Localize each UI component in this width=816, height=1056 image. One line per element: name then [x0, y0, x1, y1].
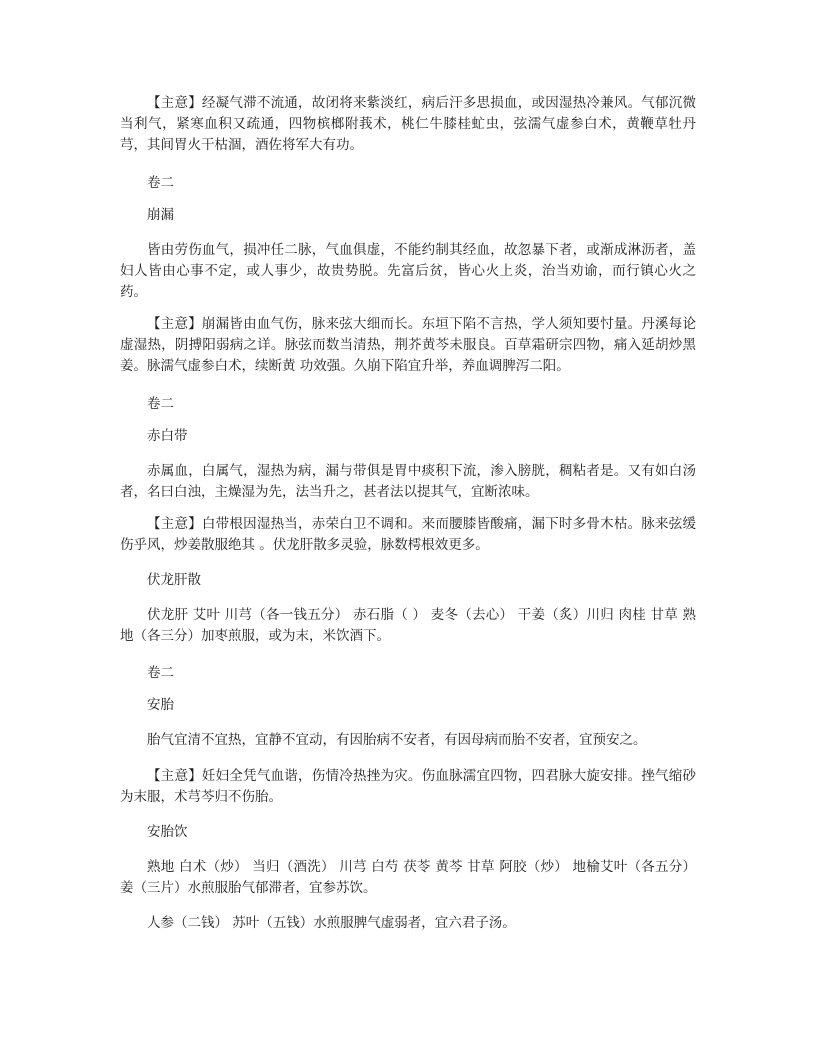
paragraph-antaiyin-addendum: 人参（二钱） 苏叶（五钱）水煎服脾气虚弱者，宜六君子汤。 — [147, 915, 516, 931]
paragraph-antaiyin-recipe: 熟地 白术（炒） 当归（酒洗） 川芎 白芍 茯苓 黄芩 甘草 阿胶（炒） 地榆艾叶（各五分） 姜（三片）水煎服胎气郁滞者，宜参苏饮。 — [120, 859, 696, 896]
volume-heading: 卷二 — [147, 665, 174, 681]
volume-heading: 卷二 — [147, 175, 174, 191]
paragraph-amenorrhea-verse: 【主意】经凝气滞不流通，故闭将来紫淡红，病后汗多思损血，或因湿热冷兼风。气郁沉微当利气，紧寒血积又疏通，四物槟榔附莪术，桃仁牛膝桂虻虫，弦濡气虚参白术，黄鞭草牡丹芎，其间胃火干枯涸，酒佐将军大有功。 — [120, 95, 696, 153]
paragraph-antai-verse: 【主意】妊妇全凭气血谐，伤情冷热挫为灾。伤血脉濡宜四物，四君脉大旋安排。挫气缩砂为末服，术芎芩归不伤胎。 — [120, 768, 696, 805]
section-heading-chibaidai: 赤白带 — [147, 428, 188, 444]
paragraph-fulonggansan-recipe: 伏龙肝 艾叶 川芎（各一钱五分） 赤石脂（ ） 麦冬（去心） 干姜（炙）川归 肉桂 甘草 熟地（各三分）加枣煎服，或为末，米饮酒下。 — [120, 607, 696, 644]
paragraph-benglou-intro: 皆由劳伤血气，损冲任二脉，气血俱虚，不能约制其经血，故忽暴下者，或渐成淋沥者，盖妇人皆由心事不定，或人事少，故贵势脱。先富后贫，皆心火上炎，治当劝谕，而行镇心火之药。 — [120, 242, 696, 300]
paragraph-chibaidai-intro: 赤属血，白属气，湿热为病，漏与带俱是胃中痰积下流，渗入膀胱，稠粘者是。又有如白汤者，名曰白浊，主燥湿为先，法当升之，甚者法以提其气，宜断浓味。 — [120, 463, 696, 500]
section-heading-antai: 安胎 — [147, 697, 174, 713]
paragraph-chibaidai-verse: 【主意】白带根因湿热当，赤荣白卫不调和。来而腰膝皆酸痛，漏下时多骨木枯。脉来弦缓伤乎风，炒姜散服绝其 。伏龙肝散多灵验，脉数樗根效更多。 — [120, 516, 696, 553]
section-heading-benglou: 崩漏 — [147, 207, 174, 223]
paragraph-antai-intro: 胎气宜清不宜热，宜静不宜动，有因胎病不安者，有因母病而胎不安者，宜预安之。 — [147, 732, 647, 748]
paragraph-benglou-verse: 【主意】崩漏皆由血气伤，脉来弦大细而长。东垣下陷不言热，学人须知要忖量。丹溪每论虚湿热，阴搏阳弱病之详。脉弦而数当清热，荆芥黄芩未服良。百草霜研宗四物，痛入延胡炒黑姜。脉濡气虚参白术，续断黄 功效强。久崩下陷宜升举，养血调脾泻二阳。 — [120, 316, 696, 374]
section-heading-antaiyin: 安胎饮 — [147, 824, 188, 840]
section-heading-fulonggansan: 伏龙肝散 — [147, 572, 201, 588]
volume-heading: 卷二 — [147, 396, 174, 412]
